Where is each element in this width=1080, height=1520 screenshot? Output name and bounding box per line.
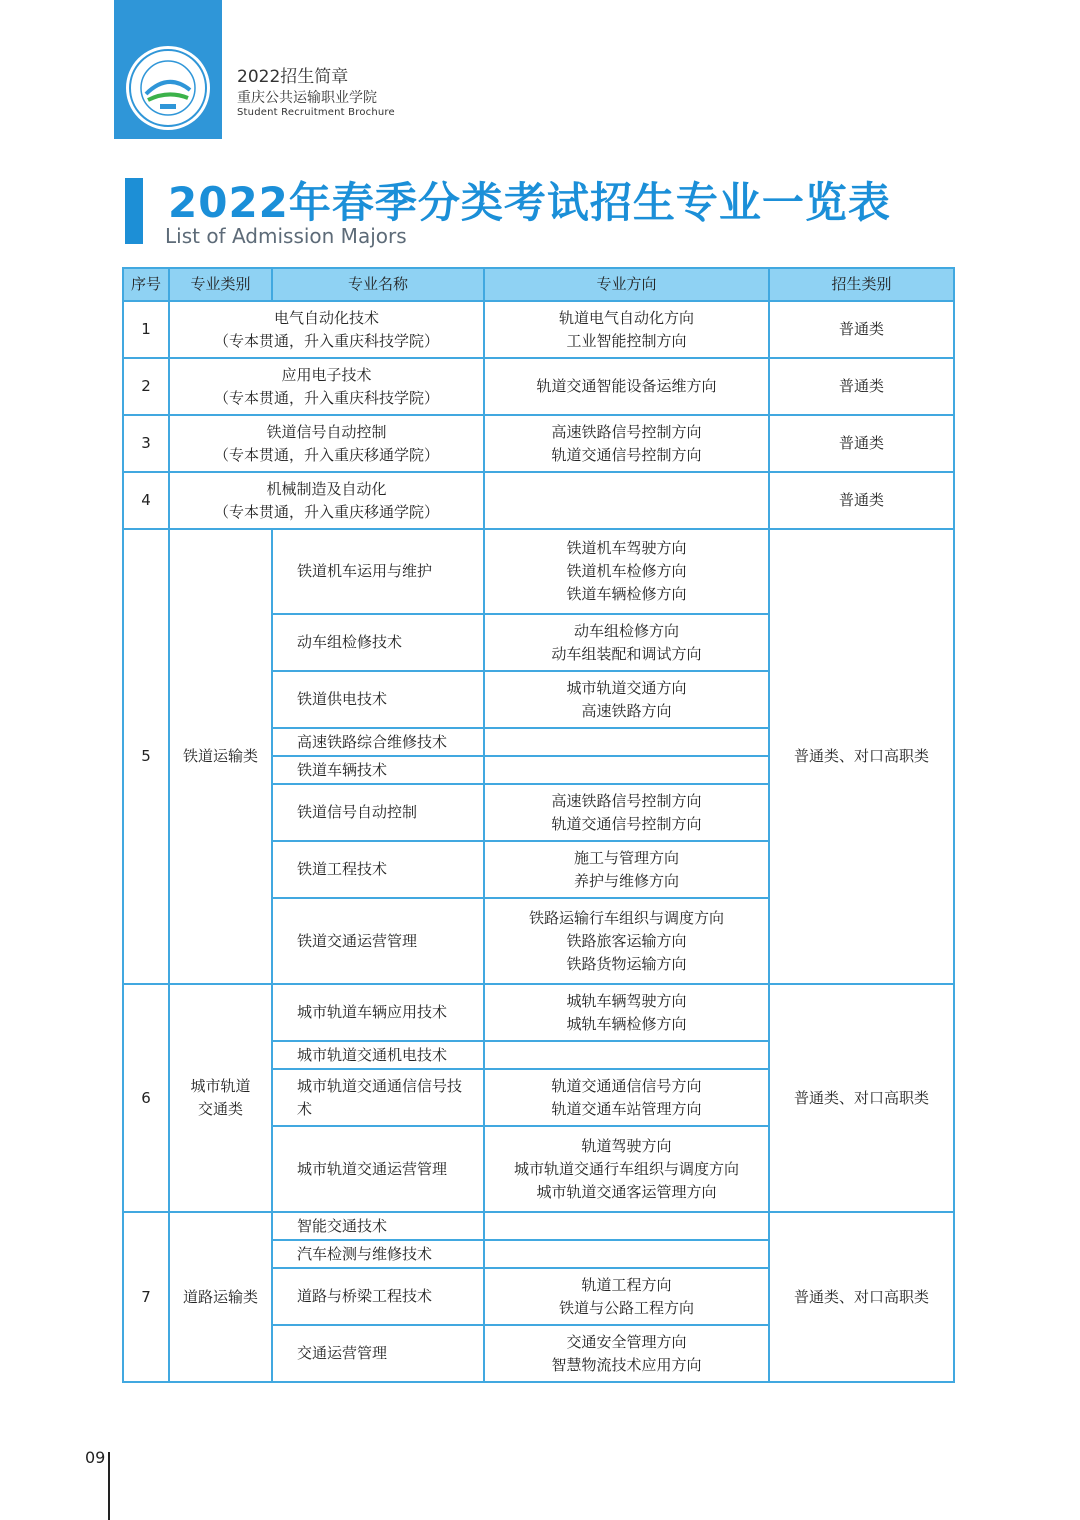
direction-cell: [484, 1126, 769, 1212]
direction: 高速铁路方向: [581, 701, 672, 720]
row-no: 6: [123, 984, 169, 1212]
direction: 铁道与公路工程方向: [558, 1298, 694, 1317]
major-name: 铁道信号自动控制: [266, 422, 387, 441]
direction: 铁道机车检修方向: [566, 562, 687, 580]
row-no: 2: [123, 358, 169, 415]
direction: 轨道交通通信信号方向: [551, 1076, 702, 1095]
direction: 轨道交通信号控制方向: [551, 445, 702, 464]
major-cell: 铁道车辆技术: [272, 756, 484, 784]
direction: 轨道驾驶方向: [581, 1136, 672, 1155]
direction: 轨道交通信号控制方向: [551, 814, 702, 833]
major-cell: 铁道交通运营管理: [272, 898, 484, 984]
page-number: 09: [85, 1448, 106, 1467]
type-cell: 普通类: [769, 358, 954, 415]
direction: 动车组检修方向: [573, 621, 679, 640]
type-cell: 普通类、对口高职类: [769, 529, 954, 984]
direction: 动车组装配和调试方向: [551, 644, 702, 663]
direction: 城市轨道交通行车组织与调度方向: [513, 1159, 739, 1178]
category-text: 城市轨道交通类: [190, 1077, 251, 1118]
category-cell: [169, 984, 272, 1212]
direction: 轨道工程方向: [581, 1275, 672, 1294]
direction: 轨道交通车站管理方向: [551, 1099, 702, 1118]
direction: 高速铁路信号控制方向: [551, 422, 702, 441]
major-cell: 城市轨道交通机电技术: [272, 1041, 484, 1069]
direction: 交通安全管理方向: [566, 1332, 687, 1351]
header-major: 专业名称: [272, 268, 484, 301]
type-cell: 普通类: [769, 415, 954, 472]
major-cell: 城市轨道车辆应用技术: [272, 984, 484, 1041]
direction: 智慧物流技术应用方向: [551, 1355, 702, 1374]
row-no: 5: [123, 529, 169, 984]
direction: 城轨车辆检修方向: [566, 1014, 687, 1033]
school-logo: [126, 46, 210, 130]
category-cell: 铁道运输类: [169, 529, 272, 984]
header-category: 专业类别: [169, 268, 272, 301]
major-cell: 交通运营管理: [272, 1325, 484, 1382]
table-header-row: [123, 268, 954, 301]
direction-cell: [484, 1325, 769, 1382]
brochure-title-en: Student Recruitment Brochure: [237, 107, 395, 118]
direction-cell: [484, 984, 769, 1041]
direction: 养护与维修方向: [573, 871, 679, 890]
major-cell: [272, 1069, 484, 1126]
row-no: 7: [123, 1212, 169, 1382]
direction-cell: [484, 529, 769, 614]
direction-cell: [484, 841, 769, 898]
major-cell: 高速铁路综合维修技术: [272, 728, 484, 756]
row-no: 1: [123, 301, 169, 358]
type-cell: 普通类、对口高职类: [769, 984, 954, 1212]
major-name: 电气自动化技术: [273, 308, 379, 327]
direction-cell: [484, 1212, 769, 1240]
school-emblem-icon: [126, 46, 210, 130]
major-note: （专本贯通，升入重庆科技学院）: [213, 331, 439, 350]
table-row: [123, 415, 954, 472]
direction-cell: [484, 1041, 769, 1069]
row-no: 3: [123, 415, 169, 472]
major-cell: [169, 301, 484, 358]
page-title: 2022年春季分类考试招生专业一览表: [168, 178, 891, 227]
table-row: [123, 358, 954, 415]
direction-cell: [484, 415, 769, 472]
major-cell: [169, 472, 484, 529]
direction-cell: [484, 1240, 769, 1268]
major-cell: 铁道供电技术: [272, 671, 484, 728]
direction: 铁道车辆检修方向: [566, 585, 687, 603]
direction: 城市轨道交通方向: [566, 678, 687, 697]
major-cell: 道路与桥梁工程技术: [272, 1268, 484, 1325]
direction: 铁路旅客运输方向: [566, 931, 687, 950]
table-row: [123, 472, 954, 529]
direction: 轨道交通智能设备运维方向: [536, 377, 717, 395]
header-direction: 专业方向: [484, 268, 769, 301]
direction-cell: [484, 614, 769, 671]
major-cell: 铁道机车运用与维护: [272, 529, 484, 614]
table-row: [123, 1212, 954, 1240]
major-cell: 铁道信号自动控制: [272, 784, 484, 841]
admission-majors-table: [122, 267, 955, 1383]
direction: 城市轨道交通客运管理方向: [536, 1182, 717, 1201]
direction: 铁路货物运输方向: [566, 954, 687, 973]
direction: 施工与管理方向: [573, 848, 679, 867]
major-name: 应用电子技术: [281, 365, 372, 384]
direction: 铁路运输行车组织与调度方向: [528, 908, 724, 927]
direction-cell: [484, 301, 769, 358]
major-name: 城市轨道交通通信信号技术: [297, 1076, 463, 1118]
direction-cell: [484, 358, 769, 415]
major-cell: 城市轨道交通运营管理: [272, 1126, 484, 1212]
major-cell: 汽车检测与维修技术: [272, 1240, 484, 1268]
type-cell: 普通类: [769, 301, 954, 358]
direction: 铁道机车驾驶方向: [566, 539, 687, 557]
direction-cell: [484, 728, 769, 756]
major-note: （专本贯通，升入重庆科技学院）: [213, 388, 439, 407]
direction-cell: [484, 671, 769, 728]
direction: 轨道电气自动化方向: [558, 308, 694, 327]
major-note: （专本贯通，升入重庆移通学院）: [213, 445, 439, 464]
header-no: 序号: [123, 268, 169, 301]
row-no: 4: [123, 472, 169, 529]
table-row: [123, 529, 954, 614]
direction-cell: [484, 756, 769, 784]
category-cell: 道路运输类: [169, 1212, 272, 1382]
direction-cell: [484, 1069, 769, 1126]
type-cell: 普通类: [769, 472, 954, 529]
major-name: 机械制造及自动化: [266, 479, 387, 498]
major-cell: 智能交通技术: [272, 1212, 484, 1240]
school-name: 重庆公共运输职业学院: [237, 90, 377, 106]
major-cell: 动车组检修技术: [272, 614, 484, 671]
major-cell: [169, 415, 484, 472]
major-note: （专本贯通，升入重庆移通学院）: [213, 502, 439, 521]
header-type: 招生类别: [769, 268, 954, 301]
table-row: [123, 301, 954, 358]
major-cell: [169, 358, 484, 415]
school-logo-block: [114, 0, 222, 139]
direction-cell: [484, 784, 769, 841]
direction: 工业智能控制方向: [566, 331, 687, 350]
direction-cell: [484, 1268, 769, 1325]
table-row: [123, 984, 954, 1041]
page-title-en: List of Admission Majors: [165, 224, 407, 248]
major-cell: 铁道工程技术: [272, 841, 484, 898]
type-cell: 普通类、对口高职类: [769, 1212, 954, 1382]
title-accent-bar: [125, 178, 143, 244]
direction: 城轨车辆驾驶方向: [566, 991, 687, 1010]
brochure-title: 2022招生简章: [237, 67, 349, 87]
direction-cell: [484, 898, 769, 984]
page-divider: [108, 1452, 110, 1520]
direction-cell: [484, 472, 769, 529]
direction: 高速铁路信号控制方向: [551, 791, 702, 810]
